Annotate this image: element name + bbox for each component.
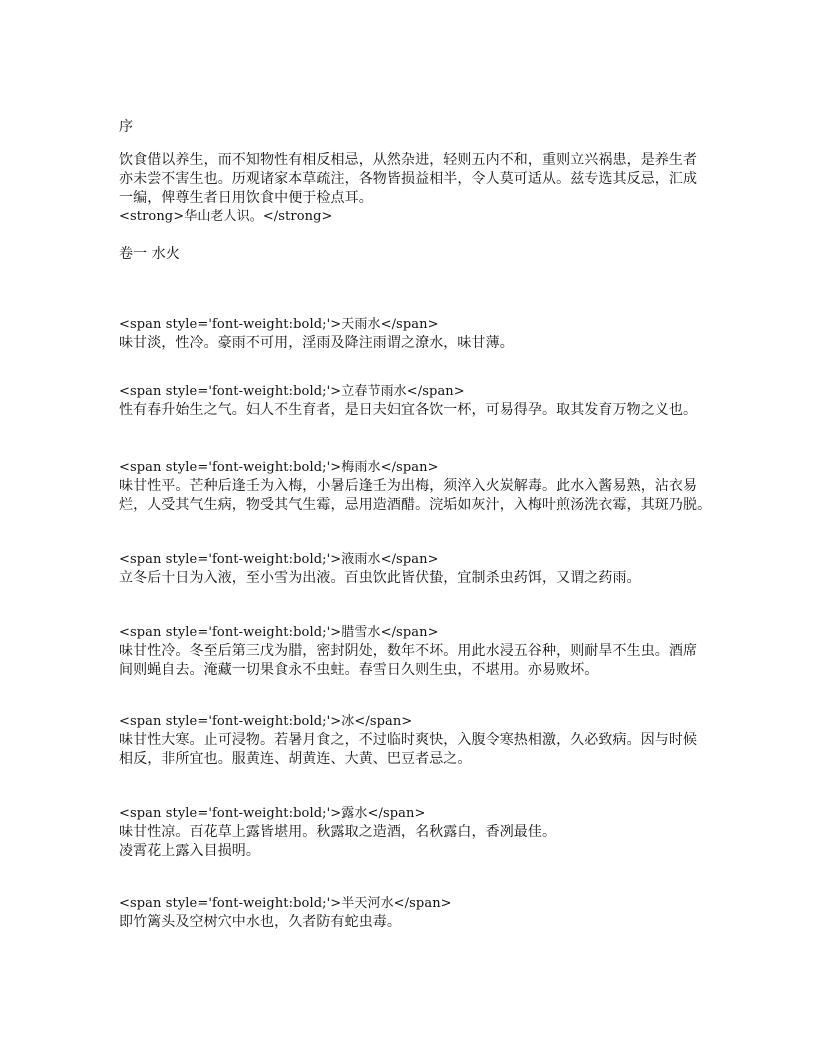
chapter-title: 卷一 水火 bbox=[119, 246, 180, 262]
entry-heading: <span style='font-weight:bold;'>天雨水</span> bbox=[119, 317, 439, 332]
entry-text: 味甘性平。芒种后逢壬为入梅，小暑后逢壬为出梅，须淬入火炭解毒。此水入酱易熟，沾衣易 bbox=[119, 478, 698, 494]
entry-heading: <span style='font-weight:bold;'>液雨水</span> bbox=[119, 552, 439, 567]
entry-text: 相反，非所宜也。服黄连、胡黄连、大黄、巴豆者忌之。 bbox=[119, 751, 472, 767]
entry-heading: <span style='font-weight:bold;'>半天河水</span> bbox=[119, 896, 452, 911]
entry-text: 味甘性凉。百花草上露皆堪用。秋露取之造酒，名秋露白，香冽最佳。 bbox=[119, 824, 557, 840]
preface-title: 序 bbox=[119, 119, 134, 135]
preface-line: 饮食借以养生，而不知物性有相反相忌，从然杂进，轻则五内不和，重则立兴祸患，是养生者 bbox=[119, 152, 698, 168]
entry-text: 间则蝇自去。淹藏一切果食永不虫蛀。春雪日久则生虫，不堪用。亦易败坏。 bbox=[119, 662, 599, 678]
entry-heading: <span style='font-weight:bold;'>冰</span> bbox=[119, 714, 413, 729]
entry-text: 即竹篱头及空树穴中水也，久者防有蛇虫毒。 bbox=[119, 914, 401, 930]
entry-text: 味甘性冷。冬至后第三戊为腊，密封阴处，数年不坏。用此水浸五谷种，则耐旱不生虫。酒席 bbox=[119, 643, 698, 659]
entry-text: 味甘淡，性冷。豪雨不可用，淫雨及降注雨谓之潦水，味甘薄。 bbox=[119, 335, 514, 351]
preface-line: 亦未尝不害生也。历观诸家本草疏注，各物皆损益相半，令人莫可适从。兹专选其反忌，汇成 bbox=[119, 171, 698, 187]
preface-signature: <strong>华山老人识。</strong> bbox=[119, 209, 333, 224]
entry-text: 味甘性大寒。止可浸物。若暑月食之，不过临时爽快，入腹令寒热相激，久必致病。因与时候 bbox=[119, 732, 698, 748]
entry-text: 凌霄花上露入目损明。 bbox=[119, 843, 260, 859]
entry-text: 立冬后十日为入液，至小雪为出液。百虫饮此皆伏蛰，宜制杀虫药饵，又谓之药雨。 bbox=[119, 570, 641, 586]
preface-line: 一编，俾尊生者日用饮食中便于检点耳。 bbox=[119, 190, 373, 206]
entry-text: 性有春升始生之气。妇人不生育者，是日夫妇宜各饮一杯，可易得孕。取其发育万物之义也。 bbox=[119, 402, 698, 418]
entry-heading: <span style='font-weight:bold;'>露水</span> bbox=[119, 806, 426, 821]
entry-text: 烂，人受其气生病，物受其气生霉，忌用造酒醋。浣垢如灰汁，入梅叶煎汤洗衣霉，其斑乃脱。 bbox=[119, 497, 712, 513]
entry-heading: <span style='font-weight:bold;'>立春节雨水</span> bbox=[119, 384, 465, 399]
entry-heading: <span style='font-weight:bold;'>梅雨水</span> bbox=[119, 460, 439, 475]
entry-heading: <span style='font-weight:bold;'>腊雪水</span> bbox=[119, 625, 439, 640]
